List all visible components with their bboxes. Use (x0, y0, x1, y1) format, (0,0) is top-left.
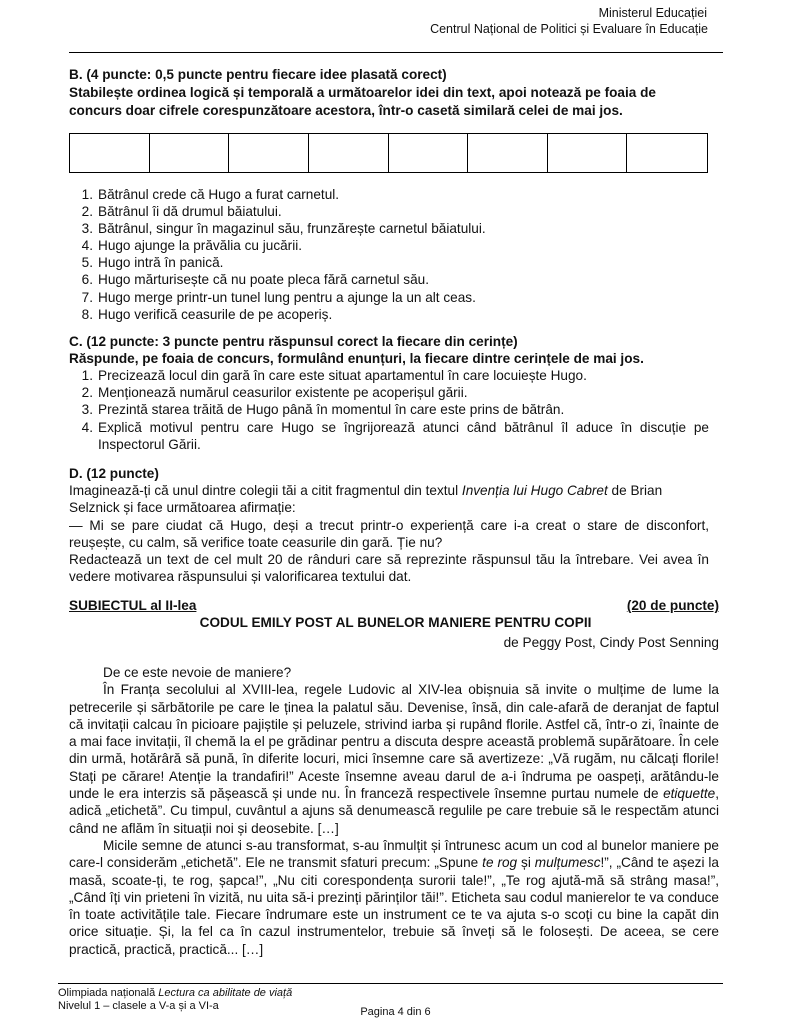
answer-cell (150, 134, 230, 172)
text-body (69, 664, 719, 958)
section-d-body (69, 482, 709, 586)
section-c-list (75, 367, 709, 453)
section-d-task: Redactează un text de cel mult 20 de rânduri care să reprezinte răspunsul tău la întrebare. Vei avea în vedere motivarea răspunsului și valorificarea textului dat. (69, 552, 709, 585)
text-paragraph-2: Micile semne de atunci s-au transformat, s-au înmulțit și întrunesc acum un cod al bunelor maniere pe care-l considerăm „etichetă”. Ele ne transmit sfaturi precum: „Spune te rog și mulțumesc!”, „Când te așezi la masă, scoate-ți, te rog, șapca!”, „Nu citi corespondența surorii tale!”, „Te rog ajută-mă să strâng masa!”, „Când îți vin prieteni în vizită, nu uita să-i prezinți părinților tăi!”. Eticheta sau codul manierelor te va conduce în toate activitățile tale. Fiecare îndrumare este un instrument ce te va ajuta s-o scoți cu bine la capăt din orice situație. Și, la fel ca în cazul instrumentelor, trebuie să înveți să le folosești. De aceea, se cere practică, practică, practică... […] (69, 837, 719, 957)
list-item: 6. Hugo mărturisește că nu poate pleca fără carnetul său. (81, 272, 429, 288)
page-number: Pagina 4 din 6 (360, 1006, 431, 1018)
section-d-title: D. (12 puncte) (69, 466, 159, 481)
list-item: 1. Precizează locul din gară în care este situat apartamentul în care locuiește Hugo. (81, 368, 587, 383)
subject-2-header (69, 597, 719, 614)
section-b-list (75, 186, 709, 323)
answer-cell (309, 134, 389, 172)
answer-cell (229, 134, 309, 172)
footer-divider (58, 983, 723, 984)
section-c-title: C. (12 puncte: 3 puncte pentru răspunsul corect la fiecare din cerințe) (69, 334, 518, 349)
footer-olympiad: Olimpiada națională Lectura ca abilitate de viață (58, 987, 293, 999)
list-item: 4. Hugo ajunge la prăvălia cu jucării. (81, 238, 303, 254)
answer-cell (70, 134, 150, 172)
answer-cell (468, 134, 548, 172)
list-item: 2. Menționează numărul ceasurilor existente pe acoperișul gării. (81, 385, 468, 401)
answer-cell (389, 134, 469, 172)
text-question: De ce este nevoie de maniere? (103, 665, 292, 680)
list-item: 4. Explică motivul pentru care Hugo se îngrijorează atunci când bătrânul îl aduce în discuție pe Inspectorul Gării. (81, 419, 709, 452)
section-b-title: B. (4 puncte: 0,5 puncte pentru fiecare idee plasată corect) (69, 67, 447, 82)
subject-2-label: SUBIECTUL al II-lea (69, 598, 197, 613)
header-center: Centrul Național de Politici și Evaluare în Educație (430, 22, 708, 36)
section-d-quote: — Mi se pare ciudat că Hugo, deși a trecut printr-o experiență care i-a creat o stare de disconfort, reușește, cu calm, să verifice toate ceasurile din gară. Ție nu? (69, 517, 709, 550)
subject-2-points: (20 de puncte) (626, 598, 719, 613)
list-item: 3. Bătrânul, singur în magazinul său, frunzărește carnetul băiatului. (81, 221, 486, 237)
section-c-instruction: Răspunde, pe foaia de concurs, formulând enunțuri, la fiecare dintre cerințele de mai jos. (69, 351, 644, 366)
answer-box-grid (69, 133, 708, 173)
list-item: 5. Hugo intră în panică. (81, 255, 224, 271)
list-item: 3. Prezintă starea trăită de Hugo până în momentul în care este prins de bătrân. (81, 402, 565, 418)
answer-cell (627, 134, 707, 172)
list-item: 8. Hugo verifică ceasurile de pe acoperiș. (81, 306, 333, 322)
section-b-instruction: Stabilește ordinea logică și temporală a următoarelor idei din text, apoi notează pe foaia de concurs doar cifrele corespunzătoare acestora, într-o casetă similară celei de mai jos. (69, 85, 656, 118)
text-paragraph-1: În Franța secolului al XVIII-lea, regele Ludovic al XIV-lea obișnuia să invite o mulțime de lume la petrecerile și sărbătorile pe care le ținea la palatul său. Devenise, însă, din cale-afară de deranjat de faptul că invitații calcau în picioare pajiștile și peluzele, strivind iarba și rupând florile. Astfel că, într-o zi, înainte de a mai face invitații, îl chemă la el pe grădinar pentru a discuta despre această problemă supărătoare. În cele din urmă, hotărâră să pună, în diferite locuri, mici însemne care să avertizeze: „Vă rugăm, nu călcați florile! Stați pe cărare! Atenție la trandafiri!” Aceste însemne aveau darul de a-i îndruma pe oaspeți, arătându-le unde le era interzis să pășească și unde nu. În franceză respectivele însemne purtau numele de etiquette, adică „etichetă”. Cu timpul, cuvântul a ajuns să denumească regulile pe care trebuie să le respectăm atunci când ne aflăm în situații noi și deosebite. […] (69, 682, 719, 836)
header-ministry: Ministerul Educației (598, 6, 707, 20)
text-title: CODUL EMILY POST AL BUNELOR MANIERE PENTRU COPII (199, 615, 592, 630)
answer-cell (548, 134, 628, 172)
list-item: 7. Hugo merge printr-un tunel lung pentru a ajunge la un alt ceas. (81, 289, 476, 305)
header-divider (69, 52, 723, 53)
section-d-intro: Imaginează-ți că unul dintre colegii tăi a citit fragmentul din textul Invenția lui Hugo Cabret de Brian Selznick și face următoarea afirmație: (69, 483, 663, 516)
list-item: 1. Bătrânul crede că Hugo a furat carnetul. (81, 187, 340, 202)
footer-level: Nivelul 1 – clasele a V-a și a VI-a (58, 1000, 219, 1012)
text-authors: de Peggy Post, Cindy Post Senning (503, 635, 719, 650)
list-item: 2. Bătrânul îi dă drumul băiatului. (81, 204, 282, 220)
